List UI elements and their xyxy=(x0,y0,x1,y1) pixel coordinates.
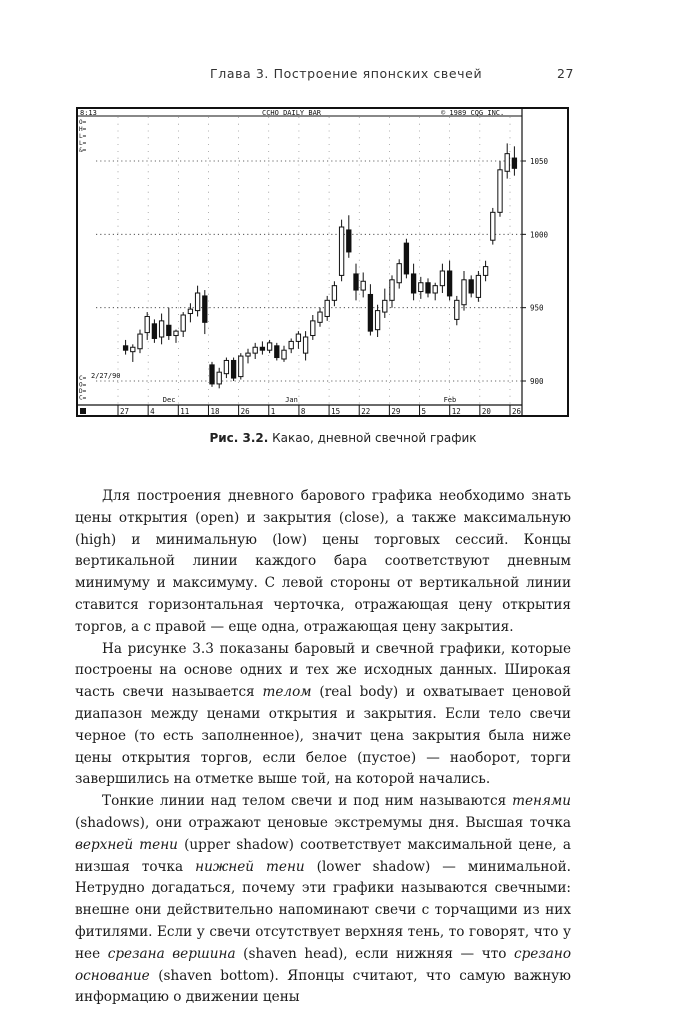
candle-body-white xyxy=(361,281,365,290)
candle-body-white xyxy=(325,300,329,316)
candle xyxy=(383,289,387,318)
candle xyxy=(433,283,437,301)
month-label-feb: Feb xyxy=(443,396,457,404)
x-tick-label-1: 4 xyxy=(150,407,155,416)
candle-body-black xyxy=(447,271,451,296)
candle xyxy=(347,215,351,258)
candle xyxy=(483,261,487,282)
candle xyxy=(318,308,322,327)
paragraph-1: Для построения дневного барового графика необходимо знать цены открытия (open) и закрытия (close), а также максимальную (high) и минимальную (low) цены торговых сессий. Концы вертикальной линии каждого бара соответствуют дневным минимуму и максимуму. С левой стороны от вертикальной линии ставится горизонтальная черточка, отражающая цену открытия торгов, а с правой — еще одна, отражающая цену закрытия. xyxy=(75,488,571,635)
candle xyxy=(419,277,423,299)
candle xyxy=(267,340,271,353)
candle xyxy=(325,296,329,321)
x-tick-label-2: 11 xyxy=(180,407,190,416)
candle-body-white xyxy=(296,334,300,341)
top-left-field: H= xyxy=(79,126,87,133)
candle-body-white xyxy=(159,321,163,337)
running-head xyxy=(0,66,686,86)
y-tick-label-900: 900 xyxy=(530,377,544,386)
page-number: 27 xyxy=(557,66,575,81)
x-tick-label-13: 26 xyxy=(512,407,522,416)
candle xyxy=(167,308,171,340)
candle-body-white xyxy=(419,283,423,292)
candle-body-black xyxy=(512,158,516,168)
p3-text-c: (shadows), они отражают ценовые экстремумы дня. Высшая точка xyxy=(75,814,571,831)
month-label-dec: Dec xyxy=(162,396,176,404)
candle xyxy=(368,284,372,335)
figure-caption-text: Какао, дневной свечной график xyxy=(272,431,477,445)
candle-body-white xyxy=(339,227,343,275)
candle-body-white xyxy=(505,154,509,172)
candle xyxy=(152,319,156,342)
candle xyxy=(123,340,127,355)
paragraph-3 xyxy=(75,791,571,1009)
candle-body-black xyxy=(347,230,351,252)
x-tick-label-12: 20 xyxy=(481,407,491,416)
candle-body-white xyxy=(498,170,502,213)
candle xyxy=(390,275,394,307)
x-tick-label-9: 29 xyxy=(391,407,401,416)
figure-label: Рис. 3.2. xyxy=(209,431,269,445)
candle xyxy=(210,362,214,387)
candle xyxy=(224,358,228,379)
candle xyxy=(491,208,495,245)
chart-grid xyxy=(96,117,526,416)
candle xyxy=(188,303,192,322)
p3-text-e: (upper shadow) соответствует максимальной цене, а низшая точка xyxy=(75,836,571,875)
p3-text-i: (shaven head), если нижняя — что xyxy=(235,945,514,962)
candle-body-white xyxy=(491,212,495,240)
top-left-field: L= xyxy=(79,133,87,140)
top-left-field: &= xyxy=(79,147,87,154)
month-label-jan: Jan xyxy=(285,396,298,404)
chart-copyright: © 1989 CQG INC. xyxy=(441,109,505,117)
candle xyxy=(361,272,365,297)
candle xyxy=(174,330,178,343)
candle-body-white xyxy=(303,337,307,353)
candle-body-white xyxy=(476,275,480,297)
p2-text-c: (real body) и охватывает ценовой диапазон между ценами открытия и закрытия. Если тело свечи черное (то есть заполненное), значит цена закрытия была ниже цены открытия торгов, если белое (пустое) — наоборот, торги завершились на отметке выше той, на которой начались. xyxy=(75,684,572,788)
candle-body-black xyxy=(426,283,430,293)
candle xyxy=(512,146,516,175)
candle-body-white xyxy=(239,356,243,377)
top-left-field: L= xyxy=(79,140,87,147)
candle-body-white xyxy=(332,286,336,301)
candle-body-black xyxy=(411,274,415,293)
y-tick-label-950: 950 xyxy=(530,303,544,313)
paragraph-2 xyxy=(75,639,571,792)
candle-body-white xyxy=(217,372,221,384)
y-tick-label-1000: 1000 xyxy=(530,230,549,240)
candle xyxy=(203,290,207,334)
candle-body-black xyxy=(260,347,264,350)
chart-start-date: 2/27/90 xyxy=(91,372,121,380)
candle xyxy=(397,259,401,288)
candle xyxy=(339,220,343,282)
x-tick-label-0: 27 xyxy=(120,407,130,416)
candle xyxy=(476,271,480,302)
candle-body-black xyxy=(469,280,473,293)
candle-body-white xyxy=(195,293,199,311)
chapter-title: Глава 3. Построение японских свечей xyxy=(210,66,483,81)
p3-term-shaven-bottom: срезано основание xyxy=(75,945,572,984)
p3-term-upper-shadow: верхней тени xyxy=(75,836,178,853)
candle-body-white xyxy=(174,331,178,335)
candle xyxy=(455,296,459,325)
candle xyxy=(469,275,473,297)
bottom-left-field: C= xyxy=(79,375,87,382)
candle xyxy=(404,239,408,279)
figure-caption xyxy=(0,431,686,445)
chart-frame xyxy=(77,108,568,416)
candle-body-white xyxy=(383,300,387,312)
body-text xyxy=(75,486,571,1009)
y-tick-label-1050: 1050 xyxy=(530,157,549,166)
chart-candles xyxy=(123,143,516,388)
candle-body-white xyxy=(375,311,379,330)
candle-body-white xyxy=(311,321,315,336)
candle xyxy=(311,315,315,340)
candle xyxy=(131,344,135,362)
candle xyxy=(231,358,235,381)
p3-term-shaven-head: срезана вершина xyxy=(107,945,236,962)
bottom-left-field: O= xyxy=(79,381,87,389)
x-tick-label-7: 15 xyxy=(331,407,341,416)
candle xyxy=(195,286,199,317)
candle-body-black xyxy=(203,296,207,322)
candle xyxy=(462,271,466,311)
chart-border xyxy=(77,108,568,416)
chart-svg xyxy=(76,107,569,417)
candle xyxy=(411,264,415,301)
candle xyxy=(253,343,257,359)
x-tick-label-8: 22 xyxy=(361,407,371,416)
candle xyxy=(145,312,149,340)
candle-body-white xyxy=(455,300,459,319)
candle xyxy=(440,264,444,293)
axis-corner-marker xyxy=(80,408,86,414)
candle xyxy=(296,331,300,349)
candle xyxy=(289,338,293,353)
candle-body-black xyxy=(231,360,235,378)
candle xyxy=(275,343,279,361)
top-left-field: O= xyxy=(79,119,87,126)
candle-body-black xyxy=(210,365,214,384)
candlestick-chart xyxy=(76,107,569,417)
candle-body-white xyxy=(433,286,437,293)
candle xyxy=(354,264,358,301)
candle xyxy=(260,341,264,354)
candle-body-white xyxy=(138,334,142,349)
p2-term-real-body: телом xyxy=(262,684,312,701)
chart-title: CCHO DAILY BAR xyxy=(262,109,322,117)
candle xyxy=(138,330,142,353)
p3-text-g: (lower shadow) — минимальной. Нетрудно догадаться, почему эти графики называются свечными: внешне они действительно напоминают свечи с торчащими из них фитилями. Если у свечи отсутствует верхняя тень, то говорят, что у нее xyxy=(75,858,571,962)
candle xyxy=(181,312,185,337)
candle-body-black xyxy=(275,346,279,358)
candle-body-black xyxy=(354,274,358,290)
candle-body-white xyxy=(462,280,466,305)
candle-body-white xyxy=(282,350,286,359)
p3-text-a: Тонкие линии над телом свечи и под ним называются xyxy=(102,793,513,810)
candle xyxy=(426,278,430,297)
candle xyxy=(239,353,243,379)
candle xyxy=(282,346,286,362)
bottom-left-field: C= xyxy=(79,394,87,402)
candle-body-black xyxy=(368,294,372,331)
candle xyxy=(303,331,307,360)
candle-body-white xyxy=(390,280,394,301)
x-tick-label-3: 18 xyxy=(210,407,220,416)
candle xyxy=(217,368,221,389)
chart-labels xyxy=(79,109,549,416)
x-tick-label-5: 1 xyxy=(270,407,276,416)
candle-body-black xyxy=(167,325,171,335)
candle-body-white xyxy=(246,353,250,356)
candle-body-white xyxy=(267,343,271,350)
p3-text-k: (shaven bottom). Японцы считают, что самую важную информацию о движении цены xyxy=(75,967,571,1006)
bottom-left-field: D= xyxy=(79,388,87,395)
candle xyxy=(246,349,250,364)
candle-body-black xyxy=(123,346,127,350)
candle xyxy=(159,314,163,345)
candle xyxy=(505,143,509,178)
candle xyxy=(498,161,502,217)
p3-term-shadows: тенями xyxy=(512,793,571,810)
candle-body-white xyxy=(318,312,322,322)
candle-body-white xyxy=(397,264,401,283)
candle-body-black xyxy=(152,324,156,339)
candle-body-white xyxy=(145,316,149,332)
x-tick-label-4: 26 xyxy=(240,407,250,416)
candle xyxy=(332,281,336,306)
candle-body-white xyxy=(224,360,228,373)
x-tick-label-10: 5 xyxy=(421,407,427,416)
candle-body-white xyxy=(289,341,293,348)
candle xyxy=(375,305,379,337)
x-tick-label-6: 8 xyxy=(300,407,306,416)
candle-body-white xyxy=(131,347,135,351)
p3-term-lower-shadow: нижней тени xyxy=(195,858,305,875)
candle-body-white xyxy=(188,309,192,313)
candle-body-black xyxy=(404,243,408,274)
chart-time-label: 8:13 xyxy=(80,109,97,117)
candle-body-white xyxy=(483,267,487,276)
p2-text-a: На рисунке 3.3 показаны баровый и свечной графики, которые построены на основе одних и тех же исходных данных. Широкая часть свечи называется xyxy=(75,640,571,701)
candle xyxy=(447,261,451,301)
x-tick-label-11: 12 xyxy=(451,407,461,416)
candle-body-white xyxy=(181,315,185,331)
candle-body-white xyxy=(440,271,444,286)
candle-body-white xyxy=(253,347,257,353)
